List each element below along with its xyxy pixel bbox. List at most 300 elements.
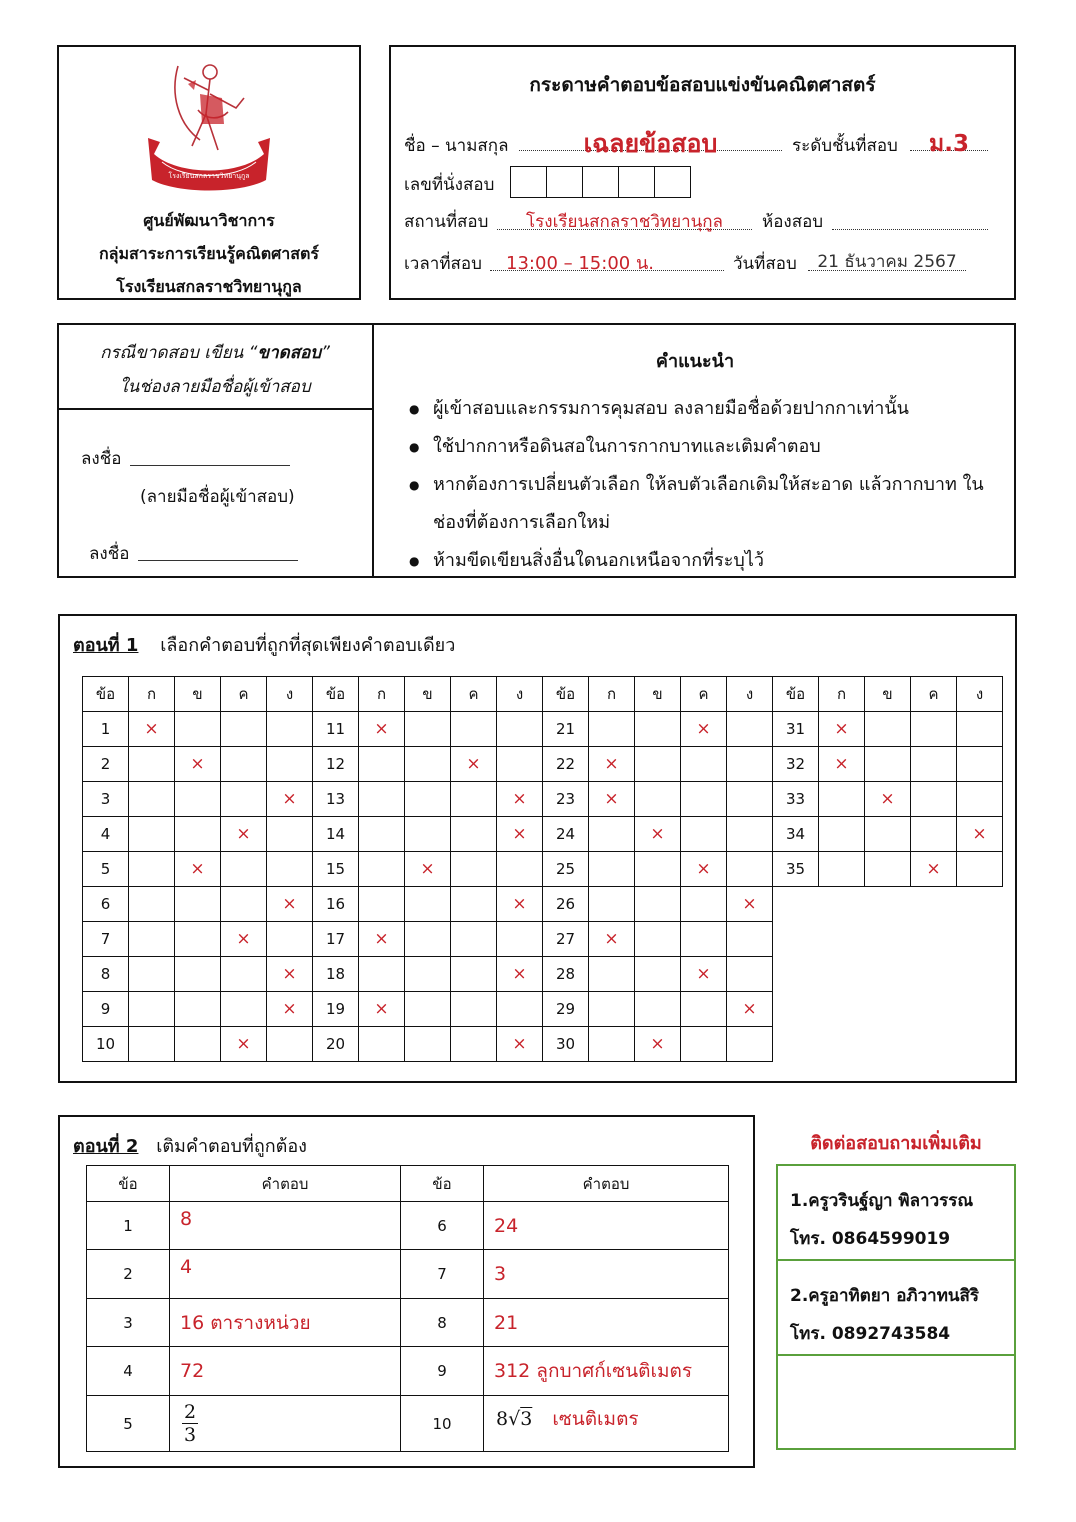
level-label: ระดับชั้นที่สอบ: [792, 136, 898, 156]
choice-cell[interactable]: [405, 992, 451, 1027]
choice-cell[interactable]: [405, 887, 451, 922]
school-emblem-logo: [148, 54, 270, 194]
choice-cell[interactable]: [681, 1027, 727, 1062]
choice-cell[interactable]: [819, 852, 865, 887]
cross-mark-icon: ×: [972, 824, 987, 844]
choice-cell[interactable]: [497, 782, 543, 817]
col-header-no: ข้อ: [401, 1166, 484, 1202]
choice-cell[interactable]: [589, 817, 635, 852]
question-number: 6: [401, 1202, 484, 1250]
choice-cell[interactable]: [129, 887, 175, 922]
seat-label: เลขที่นั่งสอบ: [404, 175, 495, 195]
choice-cell[interactable]: [221, 992, 267, 1027]
choice-cell[interactable]: [727, 1027, 773, 1062]
time-label: เวลาที่สอบ: [404, 254, 482, 274]
choice-cell[interactable]: [451, 817, 497, 852]
choice-cell[interactable]: [497, 852, 543, 887]
choice-cell[interactable]: [359, 712, 405, 747]
choice-cell[interactable]: [727, 852, 773, 887]
choice-cell[interactable]: [175, 1027, 221, 1062]
answer-cell[interactable]: 8: [170, 1202, 401, 1250]
choice-cell[interactable]: [589, 887, 635, 922]
choice-cell[interactable]: [911, 852, 957, 887]
question-number: 4: [83, 817, 129, 852]
question-number: 23: [543, 782, 589, 817]
cross-mark-icon: ×: [742, 894, 757, 914]
table-row: [83, 817, 1003, 852]
col-header-no: ข้อ: [773, 677, 819, 712]
col-header-choice: ง: [727, 677, 773, 712]
choice-cell[interactable]: [129, 817, 175, 852]
cross-mark-icon: ×: [834, 754, 849, 774]
cross-mark-icon: ×: [374, 719, 389, 739]
choice-cell[interactable]: [635, 1027, 681, 1062]
answer-cell[interactable]: 16 ตารางหน่วย: [170, 1299, 401, 1347]
choice-cell[interactable]: [635, 957, 681, 992]
question-number: 26: [543, 887, 589, 922]
choice-cell[interactable]: [405, 712, 451, 747]
cross-mark-icon: ×: [926, 859, 941, 879]
choice-cell[interactable]: [405, 747, 451, 782]
choice-cell[interactable]: [359, 747, 405, 782]
table-row: [87, 1202, 729, 1250]
choice-cell[interactable]: [267, 747, 313, 782]
choice-cell[interactable]: [865, 782, 911, 817]
col-header-choice: ก: [359, 677, 405, 712]
contact-name-2: 2.ครูอาทิตยา อภิวาทนสิริ: [790, 1286, 980, 1306]
choice-cell[interactable]: [681, 957, 727, 992]
cross-mark-icon: ×: [512, 789, 527, 809]
cross-mark-icon: ×: [650, 824, 665, 844]
choice-cell[interactable]: [589, 852, 635, 887]
cross-mark-icon: ×: [236, 929, 251, 949]
cross-mark-icon: ×: [190, 754, 205, 774]
choice-cell[interactable]: [635, 922, 681, 957]
choice-cell[interactable]: [635, 747, 681, 782]
choice-cell[interactable]: [957, 782, 1003, 817]
choice-cell[interactable]: [819, 817, 865, 852]
choice-cell[interactable]: [589, 747, 635, 782]
cross-mark-icon: ×: [374, 999, 389, 1019]
question-number: 16: [313, 887, 359, 922]
name-label: ชื่อ – นามสกุล: [404, 136, 509, 156]
choice-cell[interactable]: [865, 747, 911, 782]
choice-cell[interactable]: [221, 922, 267, 957]
choice-cell[interactable]: [635, 782, 681, 817]
choice-cell[interactable]: [451, 712, 497, 747]
choice-cell[interactable]: [405, 817, 451, 852]
choice-cell[interactable]: [635, 712, 681, 747]
part1-heading: ตอนที่ 1: [73, 635, 139, 656]
choice-cell[interactable]: [589, 992, 635, 1027]
cross-mark-icon: ×: [282, 999, 297, 1019]
choice-cell[interactable]: [405, 922, 451, 957]
cross-mark-icon: ×: [696, 719, 711, 739]
choice-cell[interactable]: [497, 747, 543, 782]
question-number: 21: [543, 712, 589, 747]
choice-cell[interactable]: [359, 887, 405, 922]
choice-cell[interactable]: [451, 887, 497, 922]
choice-cell[interactable]: [911, 782, 957, 817]
choice-cell[interactable]: [589, 1027, 635, 1062]
cross-mark-icon: ×: [144, 719, 159, 739]
choice-cell[interactable]: [267, 1027, 313, 1062]
question-number: 9: [401, 1347, 484, 1396]
choice-cell[interactable]: [129, 1027, 175, 1062]
choice-cell[interactable]: [175, 887, 221, 922]
choice-cell[interactable]: [589, 922, 635, 957]
choice-cell[interactable]: [497, 957, 543, 992]
question-number: 9: [83, 992, 129, 1027]
table-row: [87, 1396, 729, 1452]
choice-cell[interactable]: [129, 712, 175, 747]
choice-cell[interactable]: [727, 887, 773, 922]
choice-cell[interactable]: [681, 712, 727, 747]
choice-cell[interactable]: [727, 817, 773, 852]
choice-cell[interactable]: [451, 747, 497, 782]
choice-cell[interactable]: [359, 922, 405, 957]
choice-cell[interactable]: [497, 712, 543, 747]
department-name: กลุ่มสาระการเรียนรู้คณิตศาสตร์: [98, 244, 320, 263]
table-row: [83, 992, 1003, 1027]
choice-cell[interactable]: [359, 782, 405, 817]
center-name: ศูนย์พัฒนาวิชาการ: [143, 211, 275, 230]
part2-description: เติมคำตอบที่ถูกต้อง: [156, 1136, 307, 1157]
choice-cell[interactable]: [129, 747, 175, 782]
instruction-item: ● ใช้ปากกาหรือดินสอในการกากบาทและเติมคำตอบ: [409, 428, 989, 466]
table-row: [87, 1347, 729, 1396]
signature-line-1[interactable]: [130, 465, 290, 466]
choice-cell[interactable]: [635, 817, 681, 852]
choice-cell[interactable]: [727, 957, 773, 992]
question-number: 8: [401, 1299, 484, 1347]
choice-cell[interactable]: [175, 957, 221, 992]
cross-mark-icon: ×: [604, 754, 619, 774]
instruction-item: ● ผู้เข้าสอบและกรรมการคุมสอบ ลงลายมือชื่อด้วยปากกาเท่านั้น: [409, 390, 989, 428]
seat-digit-box: [618, 166, 655, 198]
cross-mark-icon: ×: [512, 964, 527, 984]
col-header-choice: ค: [221, 677, 267, 712]
choice-cell[interactable]: [221, 817, 267, 852]
question-number: 34: [773, 817, 819, 852]
question-number: 5: [83, 852, 129, 887]
choice-cell[interactable]: [911, 747, 957, 782]
cross-mark-icon: ×: [512, 894, 527, 914]
part2-heading: ตอนที่ 2: [73, 1136, 139, 1157]
choice-cell[interactable]: [267, 957, 313, 992]
choice-cell[interactable]: [175, 712, 221, 747]
cross-mark-icon: ×: [190, 859, 205, 879]
cross-mark-icon: ×: [696, 964, 711, 984]
choice-cell[interactable]: [865, 712, 911, 747]
answer-cell[interactable]: [170, 1396, 401, 1452]
choice-cell[interactable]: [267, 992, 313, 1027]
choice-cell[interactable]: [681, 817, 727, 852]
name-value: เฉลยข้อสอบ: [583, 129, 718, 158]
cross-mark-icon: ×: [880, 789, 895, 809]
question-number: 32: [773, 747, 819, 782]
question-number: 1: [83, 712, 129, 747]
choice-cell[interactable]: [267, 782, 313, 817]
choice-cell[interactable]: [405, 782, 451, 817]
seat-digit-box: [510, 166, 547, 198]
cross-mark-icon: ×: [512, 824, 527, 844]
choice-cell[interactable]: [451, 922, 497, 957]
question-number: 7: [401, 1250, 484, 1299]
choice-cell[interactable]: [129, 782, 175, 817]
choice-cell[interactable]: [405, 1027, 451, 1062]
choice-cell[interactable]: [497, 1027, 543, 1062]
radicand: 3: [520, 1408, 533, 1430]
question-number: 1: [87, 1202, 170, 1250]
col-header-choice: ง: [267, 677, 313, 712]
answer-cell[interactable]: 72: [170, 1347, 401, 1396]
question-number: 20: [313, 1027, 359, 1062]
cross-mark-icon: ×: [604, 789, 619, 809]
question-number: 30: [543, 1027, 589, 1062]
choice-cell[interactable]: [727, 747, 773, 782]
room-field: [832, 207, 988, 230]
question-number: 14: [313, 817, 359, 852]
col-header-choice: ข: [635, 677, 681, 712]
choice-cell[interactable]: [635, 852, 681, 887]
cross-mark-icon: ×: [742, 999, 757, 1019]
question-number: 13: [313, 782, 359, 817]
choice-cell[interactable]: [267, 817, 313, 852]
question-number: 33: [773, 782, 819, 817]
choice-cell[interactable]: [681, 852, 727, 887]
question-number: 19: [313, 992, 359, 1027]
cross-mark-icon: ×: [512, 1034, 527, 1054]
choice-cell[interactable]: [267, 922, 313, 957]
cross-mark-icon: ×: [282, 964, 297, 984]
choice-cell[interactable]: [957, 712, 1003, 747]
question-number: 5: [87, 1396, 170, 1452]
cross-mark-icon: ×: [236, 1034, 251, 1054]
time-value: 13:00 – 15:00 น.: [506, 253, 654, 274]
absent-note-line1: กรณีขาดสอบ เขียน “ขาดสอบ”: [100, 343, 330, 363]
choice-cell[interactable]: [451, 852, 497, 887]
answer-cell[interactable]: 21: [484, 1299, 729, 1347]
col-header-choice: ก: [589, 677, 635, 712]
cross-mark-icon: ×: [834, 719, 849, 739]
choice-cell[interactable]: [267, 712, 313, 747]
question-number: 2: [87, 1250, 170, 1299]
choice-cell[interactable]: [589, 782, 635, 817]
venue-label: สถานที่สอบ: [404, 212, 489, 232]
choice-cell[interactable]: [635, 887, 681, 922]
signature-label-1: ลงชื่อ: [81, 449, 122, 469]
choice-cell[interactable]: [175, 817, 221, 852]
choice-cell[interactable]: [957, 817, 1003, 852]
choice-cell[interactable]: [175, 992, 221, 1027]
col-header-choice: ก: [819, 677, 865, 712]
choice-cell[interactable]: [175, 922, 221, 957]
absent-note-line2: ในช่องลายมือชื่อผู้เข้าสอบ: [119, 377, 311, 397]
question-number: 22: [543, 747, 589, 782]
choice-cell[interactable]: [221, 1027, 267, 1062]
table-row: [83, 887, 1003, 922]
choice-cell[interactable]: [221, 712, 267, 747]
question-number: 10: [83, 1027, 129, 1062]
question-number: 18: [313, 957, 359, 992]
cross-mark-icon: ×: [650, 1034, 665, 1054]
col-header-choice: ข: [865, 677, 911, 712]
choice-cell[interactable]: [681, 782, 727, 817]
question-number: 24: [543, 817, 589, 852]
choice-cell[interactable]: [819, 712, 865, 747]
col-header-answer: คำตอบ: [484, 1166, 729, 1202]
choice-cell[interactable]: [129, 922, 175, 957]
cross-mark-icon: ×: [604, 929, 619, 949]
choice-cell[interactable]: [497, 817, 543, 852]
choice-cell[interactable]: [129, 992, 175, 1027]
instruction-item: ● ห้ามขีดเขียนสิ่งอื่นใดนอกเหนือจากที่ระบุไว้: [409, 542, 989, 580]
col-header-no: ข้อ: [87, 1166, 170, 1202]
choice-cell[interactable]: [497, 887, 543, 922]
choice-cell[interactable]: [405, 957, 451, 992]
answer-cell[interactable]: 4: [170, 1250, 401, 1299]
choice-cell[interactable]: [359, 1027, 405, 1062]
col-header-choice: ก: [129, 677, 175, 712]
cross-mark-icon: ×: [374, 929, 389, 949]
choice-cell[interactable]: [911, 712, 957, 747]
choice-cell[interactable]: [727, 922, 773, 957]
question-number: 27: [543, 922, 589, 957]
choice-cell[interactable]: [451, 992, 497, 1027]
cross-mark-icon: ×: [282, 894, 297, 914]
question-number: 29: [543, 992, 589, 1027]
date-label: วันที่สอบ: [733, 254, 797, 274]
choice-cell[interactable]: [221, 887, 267, 922]
choice-cell[interactable]: [267, 852, 313, 887]
choice-cell[interactable]: [221, 852, 267, 887]
question-number: 6: [83, 887, 129, 922]
radical-coefficient: 8: [496, 1408, 509, 1430]
choice-cell[interactable]: [497, 922, 543, 957]
question-number: 12: [313, 747, 359, 782]
choice-cell[interactable]: [359, 992, 405, 1027]
col-header-choice: ค: [451, 677, 497, 712]
choice-cell[interactable]: [727, 782, 773, 817]
answer-cell[interactable]: 24: [484, 1202, 729, 1250]
signature-label-2: ลงชื่อ: [89, 544, 130, 564]
choice-cell[interactable]: [957, 852, 1003, 887]
table-row: [83, 747, 1003, 782]
table-row: [83, 852, 1003, 887]
answer-unit: เซนติเมตร: [552, 1408, 639, 1430]
choice-cell[interactable]: [451, 1027, 497, 1062]
question-number: 11: [313, 712, 359, 747]
question-number: 2: [83, 747, 129, 782]
signature-line-2[interactable]: [138, 560, 298, 561]
logo-ribbon-text: โรงเรียนสกลราชวิทยานุกูล: [168, 172, 250, 180]
choice-cell[interactable]: [359, 852, 405, 887]
choice-cell[interactable]: [221, 957, 267, 992]
choice-cell[interactable]: [359, 957, 405, 992]
contact-phone-2: โทร. 0892743584: [790, 1324, 951, 1344]
cross-mark-icon: ×: [696, 859, 711, 879]
choice-cell[interactable]: [175, 747, 221, 782]
col-header-no: ข้อ: [313, 677, 359, 712]
fraction-denominator: 3: [184, 1424, 197, 1446]
choice-cell[interactable]: [865, 852, 911, 887]
question-number: 35: [773, 852, 819, 887]
venue-value: โรงเรียนสกลราชวิทยานุกูล: [526, 212, 723, 232]
col-header-choice: ข: [175, 677, 221, 712]
choice-cell[interactable]: [681, 887, 727, 922]
contact-phone-1: โทร. 0864599019: [790, 1229, 951, 1249]
choice-cell[interactable]: [957, 747, 1003, 782]
instructions-list: [409, 390, 989, 580]
answer-cell[interactable]: 312 ลูกบาศก์เซนติเมตร: [484, 1347, 729, 1396]
choice-cell[interactable]: [451, 957, 497, 992]
choice-cell[interactable]: [221, 747, 267, 782]
choice-cell[interactable]: [589, 712, 635, 747]
choice-cell[interactable]: [727, 992, 773, 1027]
date-value: 21 ธันวาคม 2567: [817, 252, 957, 272]
question-number: 4: [87, 1347, 170, 1396]
question-number: 3: [83, 782, 129, 817]
cross-mark-icon: ×: [236, 824, 251, 844]
choice-cell[interactable]: [175, 782, 221, 817]
seat-digit-box: [546, 166, 583, 198]
choice-cell[interactable]: [819, 782, 865, 817]
question-number: 3: [87, 1299, 170, 1347]
choice-cell[interactable]: [129, 852, 175, 887]
choice-cell[interactable]: [681, 747, 727, 782]
instruction-item: ● หากต้องการเปลี่ยนตัวเลือก ให้ลบตัวเลือกเดิมให้สะอาด แล้วกากบาท ในช่องที่ต้องการเลือกใหม่: [409, 466, 989, 542]
fraction-numerator: 2: [184, 1401, 197, 1423]
choice-cell[interactable]: [267, 887, 313, 922]
choice-cell[interactable]: [819, 747, 865, 782]
level-value: ม.3: [929, 131, 969, 157]
col-header-choice: ค: [911, 677, 957, 712]
sqrt-icon: √: [508, 1408, 521, 1430]
choice-cell[interactable]: [635, 992, 681, 1027]
table-row: [87, 1299, 729, 1347]
choice-cell[interactable]: [589, 957, 635, 992]
choice-cell[interactable]: [865, 817, 911, 852]
col-header-choice: ง: [497, 677, 543, 712]
choice-cell[interactable]: [911, 817, 957, 852]
choice-cell[interactable]: [129, 957, 175, 992]
table-row: [83, 957, 1003, 992]
col-header-answer: คำตอบ: [170, 1166, 401, 1202]
choice-cell[interactable]: [497, 992, 543, 1027]
question-number: 28: [543, 957, 589, 992]
choice-cell[interactable]: [405, 852, 451, 887]
cross-mark-icon: ×: [420, 859, 435, 879]
choice-cell[interactable]: [221, 782, 267, 817]
answer-cell[interactable]: [484, 1396, 729, 1452]
choice-cell[interactable]: [681, 992, 727, 1027]
choice-cell[interactable]: [451, 782, 497, 817]
part2-answer-table: [86, 1165, 729, 1452]
question-number: 8: [83, 957, 129, 992]
choice-cell[interactable]: [359, 817, 405, 852]
question-number: 17: [313, 922, 359, 957]
answer-cell[interactable]: 3: [484, 1250, 729, 1299]
choice-cell[interactable]: [727, 712, 773, 747]
col-header-choice: ค: [681, 677, 727, 712]
choice-cell[interactable]: [175, 852, 221, 887]
choice-cell[interactable]: [681, 922, 727, 957]
part1-description: เลือกคำตอบที่ถูกที่สุดเพียงคำตอบเดียว: [160, 635, 456, 656]
school-name: โรงเรียนสกลราชวิทยานุกูล: [116, 277, 302, 296]
table-row: [83, 922, 1003, 957]
contact-name-1: 1.ครูวรินฐ์ญา พิลาวรรณ: [790, 1191, 974, 1211]
